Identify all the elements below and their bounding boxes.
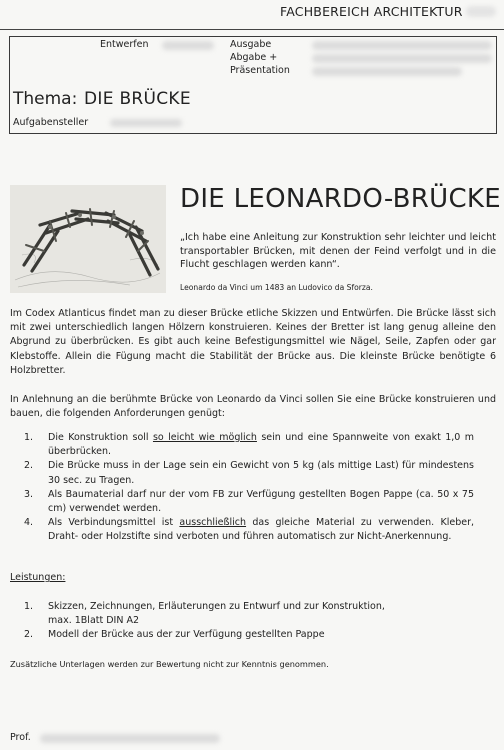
thema-value: DIE BRÜCKE: [84, 89, 191, 109]
signature-label: Prof.: [10, 732, 31, 743]
list-item: [14, 628, 474, 642]
leistungen-heading: Leistungen:: [10, 572, 66, 583]
list-text-line2: max. 1Blatt DIN A2: [48, 615, 140, 627]
paragraph-task: In Anlehnung an die berühmte Brücke von Leonardo da Vinci sollen Sie eine Brücke konstruieren und bauen, die folgenden Anforderungen genügt:: [10, 394, 496, 420]
leistungen-list: [14, 600, 474, 643]
redacted-praesentation-date: [312, 67, 462, 76]
redacted-signature: [40, 734, 220, 743]
list-text: Die Konstruktion soll: [48, 432, 153, 443]
list-text: das gleiche Material zu verwenden. Kleber, Draht- oder Holzstifte sind verboten und führen automatisch zur Nicht-Anerkennung.: [48, 517, 474, 543]
emphasis-underlined: ausschließlich: [179, 517, 247, 529]
redacted-entwerfen: [162, 41, 214, 50]
header-box: [9, 36, 497, 134]
requirements-list: [14, 431, 474, 545]
leonardo-bridge-sketch: [10, 185, 166, 293]
list-item: [14, 431, 474, 459]
emphasis-underlined: so leicht wie möglich: [152, 432, 257, 443]
list-text: Als Baumaterial darf nur der vom FB zur Verfügung gestellten Bogen Pappe (ca. 50 x 75 cm) verwendet werden.: [48, 488, 474, 515]
list-text: Die Brücke muss in der Lage sein ein Gewicht von 5 kg (als mittige Last) für mindestens 30 sec. zu Tragen.: [48, 460, 474, 486]
paragraph-codex: Im Codex Atlanticus findet man zu dieser Brücke etliche Skizzen und Entwürfen. Die Brücke lässt sich mit zwei unterschiedlich langen Hölzern konstruieren. Keines der Bretter ist lang genug alleine den Abgrund zu überbrücken. Es gibt auch keine Befestigungsmittel wie Nägel, Seile, Zapfen oder gar Klebstoffe. Allein die Fügung macht die Stabilität der Brücke aus. Die kleinste Brücke benötigte 6 Holzbretter.: [10, 308, 496, 376]
list-number: 4.: [24, 517, 34, 529]
list-text: sein und eine Spannweite von exakt 1,0 m überbrücken.: [48, 432, 475, 458]
top-rule: [0, 29, 504, 30]
list-item: [14, 488, 474, 516]
aufgabensteller-label: Aufgabensteller: [13, 117, 89, 128]
ausgabe-label: Ausgabe: [230, 39, 272, 50]
list-text: Als Verbindungsmittel ist: [48, 517, 180, 529]
list-number: 2.: [24, 460, 34, 472]
redacted-department-suffix: [466, 6, 496, 17]
quote-attribution: Leonardo da Vinci um 1483 an Ludovico da Sforza.: [180, 283, 373, 292]
list-number: 3.: [24, 488, 34, 500]
redacted-abgabe-date: [312, 54, 492, 63]
main-title: DIE LEONARDO-BRÜCKE: [180, 184, 501, 214]
list-item: [14, 516, 474, 544]
additional-note: Zusätzliche Unterlagen werden zur Bewertung nicht zur Kenntnis genommen.: [10, 659, 329, 669]
redacted-aufgabensteller: [110, 119, 182, 127]
praesentation-label: Präsentation: [230, 65, 290, 76]
department-title: FACHBEREICH ARCHITEKTUR: [280, 4, 463, 19]
abgabe-label: Abgabe +: [230, 52, 278, 63]
list-text: Modell der Brücke aus der zur Verfügung gestellten Pappe: [48, 629, 325, 641]
bridge-sketch-drawing: [10, 185, 166, 293]
list-text: Skizzen, Zeichnungen, Erläuterungen zu Entwurf und zur Konstruktion,: [48, 601, 385, 612]
thema-label: Thema:: [13, 89, 78, 109]
list-item: [14, 600, 474, 628]
leonardo-quote: „Ich habe eine Anleitung zur Konstruktion sehr leichter und leicht transportabler Brücken, mit denen der Feind verfolgt und in die Flucht geschlagen werden kann“.: [180, 232, 496, 270]
list-number: 1.: [24, 601, 34, 612]
list-number: 1.: [24, 432, 34, 443]
list-number: 2.: [24, 629, 34, 641]
entwerfen-label: Entwerfen: [100, 39, 149, 50]
redacted-ausgabe-date: [312, 41, 492, 50]
list-item: [14, 459, 474, 487]
